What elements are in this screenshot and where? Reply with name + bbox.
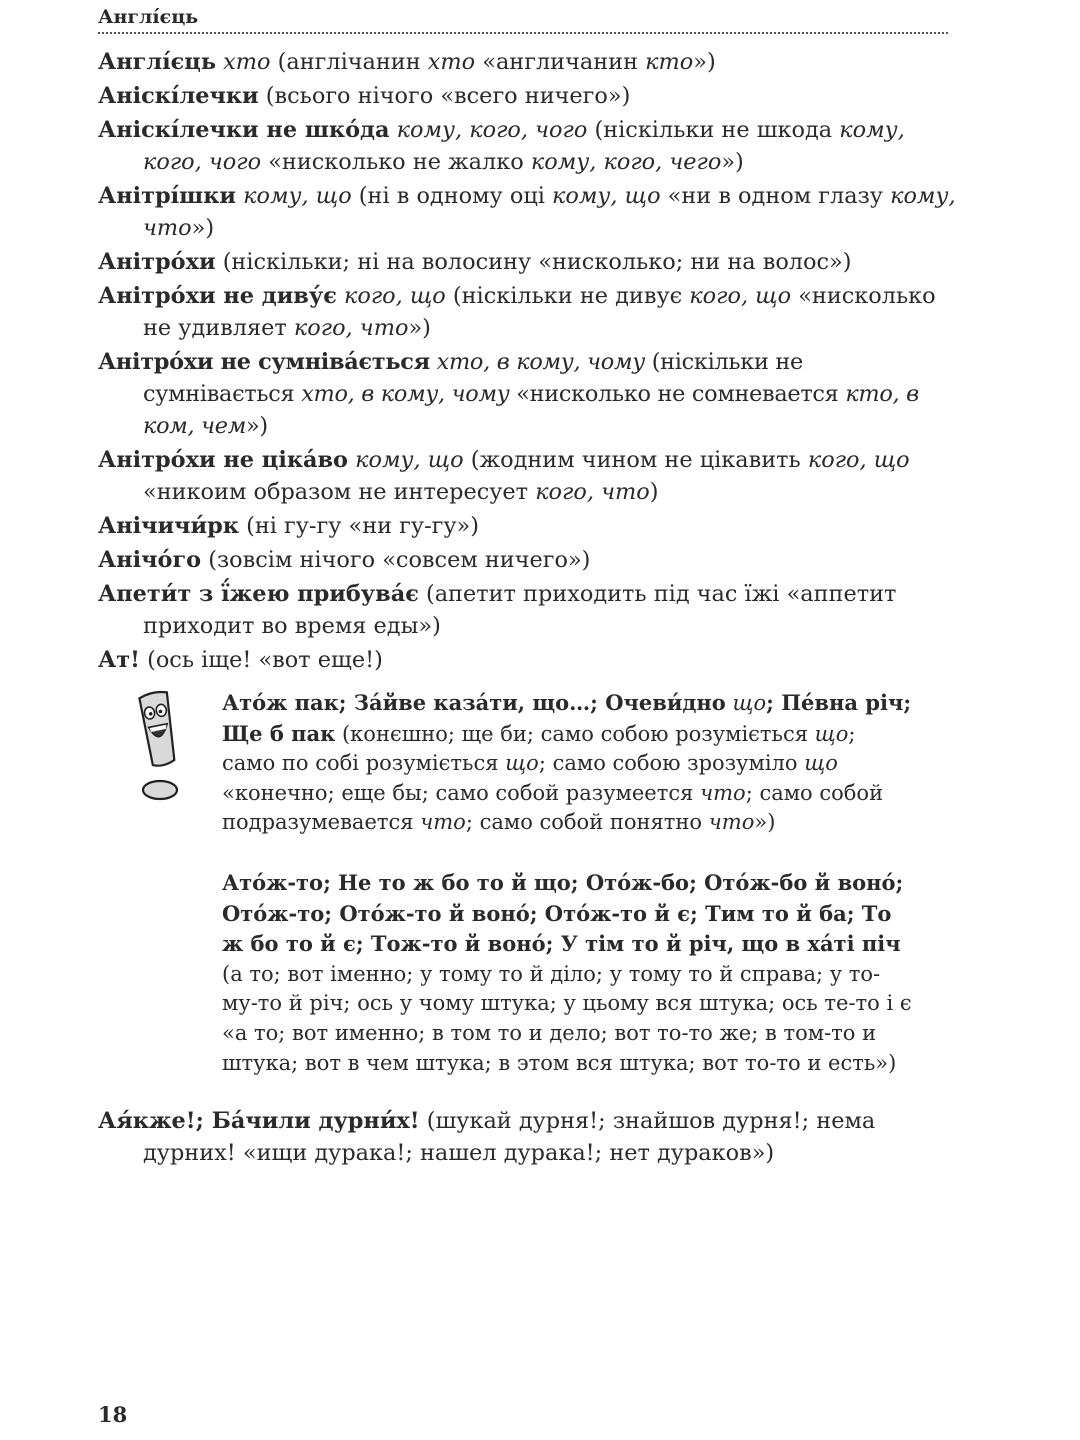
note-block [222, 868, 912, 1078]
headword: Анітро́хи не ціка́во [98, 447, 348, 473]
entry [98, 46, 956, 78]
translation: «ни в одном глазу [667, 183, 883, 209]
government: кого, що [689, 283, 792, 309]
translation: «нисколько не сомневается [516, 381, 839, 407]
translation: ; само собой понятно [465, 810, 703, 835]
translation: (нi гу-гу «ни гу-гу») [246, 513, 479, 539]
government: кому, что [143, 183, 956, 241]
headword: Апети́т з ї́жею прибува́є [98, 581, 419, 607]
headword: Ая́кже!; Ба́чили дурни́х! [98, 1108, 420, 1134]
headword: Ат! [98, 647, 140, 673]
government: хто, в кому, чому [436, 349, 645, 375]
translation: «никоим образом не интересует [143, 479, 529, 505]
headword: Анітрі́шки [98, 183, 237, 209]
entry [98, 246, 956, 278]
headword: Аніскі́лечки не шко́да [98, 117, 390, 143]
entry [98, 578, 956, 642]
translation: ; само собою зрозумiло [538, 751, 798, 776]
translation: ») [754, 810, 776, 835]
government: кого, що [807, 447, 910, 473]
government: хто [427, 49, 476, 75]
translation: (нi в одному оцi [358, 183, 545, 209]
translation: ») [191, 215, 215, 241]
headword: Англі́єць [98, 49, 217, 75]
dictionary-entries [98, 1105, 956, 1171]
entry [98, 544, 956, 576]
government: хто [223, 49, 271, 75]
translation: (англічанин [277, 49, 421, 75]
translation: ) [649, 479, 659, 505]
translation: (нiскiльки не дивує [452, 283, 683, 309]
government: що [804, 751, 838, 776]
translation: (всього нічого «всего ничего») [265, 83, 631, 109]
note-block [222, 688, 912, 838]
government: кого, що [343, 283, 446, 309]
translation: ; само по собi розумiється [222, 721, 856, 776]
government: хто, в кому, чому [301, 381, 510, 407]
government: що [505, 751, 539, 776]
translation: (ось iще! «вот еще!) [147, 647, 383, 673]
headword: Анітро́хи не диву́є [98, 283, 337, 309]
government: кому, кого, чого [143, 117, 905, 175]
government: кому, що [243, 183, 352, 209]
entry [98, 1105, 956, 1169]
government: кто, в ком, чем [143, 381, 919, 439]
entry [98, 114, 956, 178]
note-paragraph [222, 868, 912, 1078]
government: кого, что [535, 479, 650, 505]
translation: ; само собой подразумевается [222, 780, 884, 835]
translation: ») [246, 413, 268, 439]
translation: «нисколько не жалко [268, 149, 524, 175]
translation: «конечно; еще бы; само собой разумеется [222, 780, 694, 805]
translation: (нiскiльки не шкода [594, 117, 833, 143]
government: кому, що [355, 447, 464, 473]
government: что [708, 810, 755, 835]
government: кому, кого, чого [396, 117, 588, 143]
translation: (нiскiльки; нi на волосину «нисколько; ни на волос») [222, 249, 852, 275]
headword: Аніскі́лечки [98, 83, 259, 109]
headword: Ато́ж-то; Не то ж бо то й що; Ото́ж-бо; Ото́ж-бо й воно́; Ото́ж-то; Ото́ж-то й воно́; Ото́ж-то й є; Тим то й ба; То ж бо то й є; Тож-то й воно́; У тім то й річ, що в ха́ті піч [222, 870, 904, 957]
entry [98, 346, 956, 442]
government: що [814, 721, 849, 746]
translation: «нисколько не удивляет [143, 283, 936, 341]
entry [98, 280, 956, 344]
headword: Анітро́хи [98, 249, 216, 275]
entry [98, 180, 956, 244]
headword: ; Пе́вна річ; Ще б пак [222, 690, 912, 746]
translation: (апетит приходить пiд час їжi «аппетит приходит во время еды») [143, 581, 897, 639]
translation: (жодним чином не цiкавить [470, 447, 801, 473]
translation: ») [693, 49, 716, 75]
translation: ») [408, 315, 431, 341]
headword: Анічо́го [98, 547, 202, 573]
translation: (нiскiльки не сумнiвається [143, 349, 803, 407]
entry [98, 510, 956, 542]
entry [98, 644, 956, 676]
government: что [420, 810, 466, 835]
headword: Анічичи́рк [98, 513, 239, 539]
note-paragraph [222, 688, 912, 838]
government: что [700, 780, 746, 805]
government: що [732, 691, 767, 715]
government: кого, что [293, 315, 409, 341]
page-number: 18 [98, 1402, 128, 1427]
headword: Анітро́хи не сумніва́ється [98, 349, 430, 375]
entry [98, 444, 956, 508]
government: кому, кого, чего [530, 149, 722, 175]
dictionary-entries [98, 46, 956, 678]
headword: Ато́ж пак; За́йве каза́ти, що…; Очеви́дно [222, 690, 726, 715]
translation: (конєшно; ще би; само собою розумiється [341, 721, 808, 746]
government: кому, що [552, 183, 661, 209]
government: кто [645, 49, 694, 75]
translation: (шукай дурня!; знайшов дурня!; нема дурних! «ищи дурака!; нашел дурака!; нет дураков») [143, 1108, 876, 1166]
running-head: Англі́єць [98, 6, 948, 34]
translation: (зовсiм нiчого «совсем ничего») [208, 547, 591, 573]
exclamation-mascot-icon [138, 690, 186, 806]
translation: «англичанин [482, 49, 639, 75]
translation: (а то; вот iменно; у тому то й дiло; у тому то й справа; у то-му-то й рiч; ось у чому штука; у цьому вся штука; ось те-то i є «а то; вот именно; в том то и дело; вот то-то же; в том-то и штука; вот в чем штука; в этом вся штука; вот то-то и есть») [222, 961, 912, 1075]
translation: ») [721, 149, 744, 175]
entry [98, 80, 956, 112]
